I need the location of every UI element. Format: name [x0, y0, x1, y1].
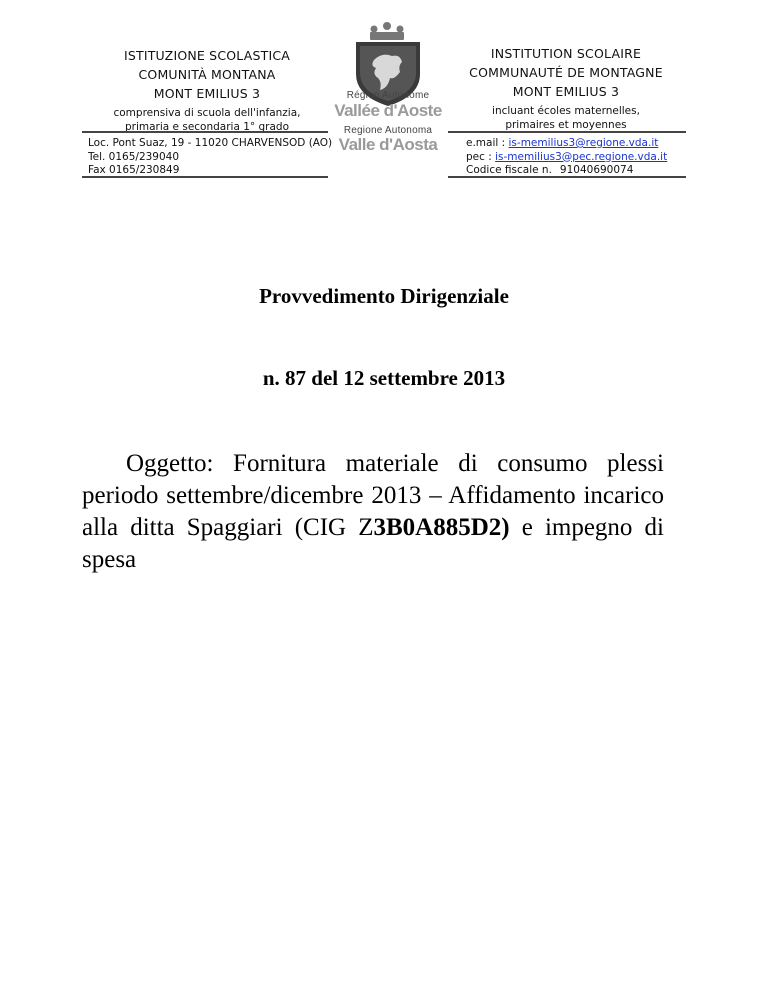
institution-name-fr-3: MONT EMILIUS 3 [512, 84, 620, 99]
institution-desc-it-2: primaria e secondaria 1° grado [124, 121, 290, 133]
logo-text-fr-name: Vallée d'Aoste [334, 101, 442, 120]
tax-code-label: Codice fiscale n. [466, 164, 552, 176]
institution-desc-fr-1: incluant écoles maternelles, [492, 105, 640, 117]
contact-right-block [466, 137, 667, 178]
header-divider-right [448, 131, 686, 133]
contact-left-block [88, 137, 332, 178]
subject-text: Oggetto: Fornitura materiale di consumo plessi periodo settembre/dicembre 2013 – Affidamento incarico alla ditta Spaggiari (CIG Z [82, 450, 664, 541]
logo-text-it-label: Regione Autonoma [343, 125, 433, 136]
institution-name-it-2: COMUNITÀ MONTANA [138, 67, 276, 82]
fax-text: Fax 0165/230849 [88, 164, 180, 176]
subject-text-end: e impegno di spesa [82, 514, 664, 573]
institution-name-fr-2: COMMUNAUTÉ DE MONTAGNE [469, 65, 663, 80]
logo-text-fr-label: Région Autonome [346, 90, 430, 101]
institution-name-it-1: ISTITUZIONE SCOLASTICA [123, 48, 291, 63]
logo-text-it-name: Valle d'Aosta [338, 135, 438, 154]
pec-label: pec : [466, 150, 492, 163]
tax-code-value: 91040690074 [559, 164, 634, 176]
institution-desc-fr-2: primaires et moyennes [505, 119, 627, 131]
institution-desc-it-1: comprensiva di scuola dell'infanzia, [113, 107, 301, 119]
document-number: n. 87 del 12 settembre 2013 [262, 366, 506, 390]
document-subject [82, 448, 664, 576]
document-title: Provvedimento Dirigenziale [259, 284, 509, 308]
subject-cig-code: 3B0A885D2) [373, 514, 510, 541]
email-label: e.mail : [466, 137, 506, 149]
address-text: Loc. Pont Suaz, 19 - 11020 CHARVENSOD (AO) [88, 137, 333, 149]
header-left-block [90, 46, 324, 134]
pec-link[interactable]: is-memilius3@pec.regione.vda.it [495, 150, 668, 163]
tel-text: Tel. 0165/239040 [88, 150, 180, 163]
header-right-block [450, 44, 682, 132]
institution-name-fr-1: INSTITUTION SCOLAIRE [490, 46, 642, 61]
email-link[interactable]: is-memilius3@regione.vda.it [508, 137, 659, 149]
institution-name-it-3: MONT EMILIUS 3 [153, 86, 261, 101]
header-divider-left [82, 131, 328, 133]
